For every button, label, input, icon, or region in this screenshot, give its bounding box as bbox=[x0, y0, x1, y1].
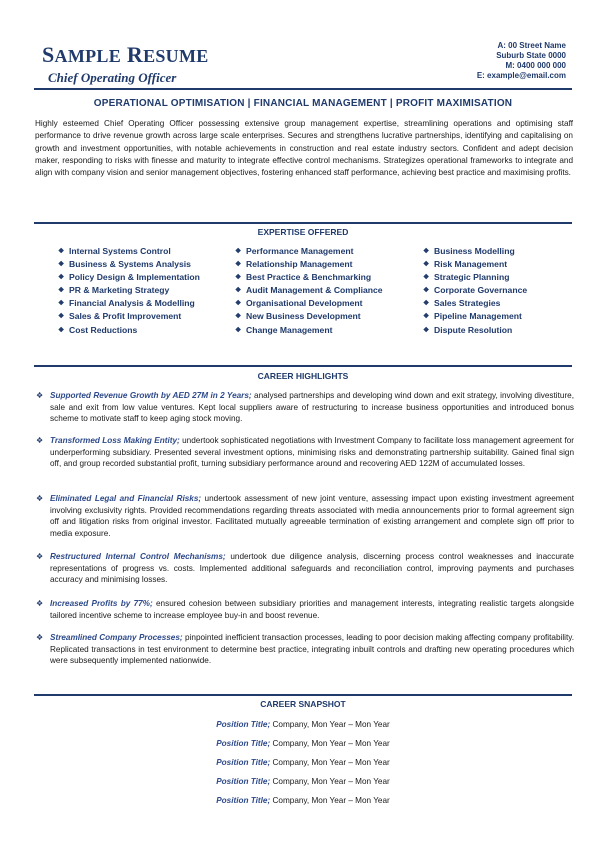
highlight-lead: Transformed Loss Making Entity; bbox=[50, 436, 180, 445]
diamond-bullet-icon: ❖ bbox=[423, 248, 430, 255]
highlight-lead: Supported Revenue Growth by AED 27M in 2 Years; bbox=[50, 391, 252, 400]
expertise-item bbox=[235, 245, 383, 258]
expertise-item bbox=[58, 310, 200, 323]
diamond-bullet-icon: ❖ bbox=[235, 313, 242, 321]
diamond-bullet-icon: ❖ bbox=[423, 274, 430, 282]
expertise-item bbox=[423, 271, 527, 284]
snapshot-position-title: Position Title; bbox=[216, 758, 271, 767]
expertise-item bbox=[58, 245, 200, 258]
diamond-bullet-icon: ❖ bbox=[58, 313, 65, 321]
expertise-item bbox=[235, 324, 383, 337]
diamond-bullet-icon: ❖ bbox=[58, 261, 65, 269]
diamond-bullet-icon: ❖ bbox=[235, 274, 242, 282]
contact-address: A: 00 Street Name bbox=[497, 41, 566, 50]
expertise-heading: EXPERTISE OFFERED bbox=[257, 227, 349, 237]
headline-banner: OPERATIONAL OPTIMISATION | FINANCIAL MANAGEMENT | PROFIT MAXIMISATION bbox=[93, 98, 513, 109]
expertise-item bbox=[423, 245, 527, 258]
contact-email: E: example@email.com bbox=[476, 71, 566, 80]
expertise-item-label: Policy Design & Implementation bbox=[69, 272, 200, 283]
expertise-item bbox=[235, 297, 383, 310]
expertise-item bbox=[58, 324, 200, 337]
highlight-item bbox=[36, 435, 574, 470]
expertise-item-label: Risk Management bbox=[434, 259, 508, 270]
expertise-item-label: Corporate Governance bbox=[434, 285, 528, 296]
highlight-item bbox=[36, 493, 574, 540]
snapshot-company-dates: Company, Mon Year – Mon Year bbox=[270, 720, 390, 729]
expertise-item-label: Audit Management & Compliance bbox=[246, 285, 383, 296]
expertise-item bbox=[423, 310, 527, 323]
highlight-text: undertook assessment of new joint venture, assessing impact upon existing investment agreement involving exclusivity rights. Provided recommendations regarding threats associated with media announcements prior to formal agreement sign off and litigation risks from original investor. Facilitated mutually agreeable termination of existing arrangement and complete sign off prior to media exposure. bbox=[50, 494, 574, 539]
highlight-text: analysed partnerships and developing wind down and exit strategy, involving divestiture, sale and exit from low value ventures. Kept local suppliers aware of restructuring to increase business opportunities and introduced bonus scheme to motivate staff to keep aging stock moving. bbox=[50, 391, 575, 424]
diamond-bullet-icon: ❖ bbox=[58, 274, 65, 282]
expertise-item-label: Strategic Planning bbox=[434, 272, 510, 283]
expertise-item-label: New Business Development bbox=[246, 311, 361, 322]
job-title: Chief Operating Officer bbox=[48, 70, 177, 85]
diamond-bullet-icon: ❖ bbox=[235, 326, 242, 334]
expertise-item bbox=[235, 310, 383, 323]
expertise-item-label: Financial Analysis & Modelling bbox=[69, 298, 195, 309]
highlight-lead: Streamlined Company Processes; bbox=[50, 633, 183, 642]
snapshot-position-title: Position Title; bbox=[216, 739, 271, 748]
diamond-bullet-icon: ❖ bbox=[58, 248, 65, 255]
diamond-bullet-icon: ❖ bbox=[235, 300, 242, 308]
expertise-item-label: Internal Systems Control bbox=[69, 246, 171, 256]
profile-summary: Highly esteemed Chief Operating Officer possessing extensive group management expertise, streamlining operations and optimising staff performance to drive revenue growth across large scale enterprises. Secures and strengthens lucrative partnerships, identifying and capitalising on growth and investment opportunities, with notable achievements in construction and real estate industry sectors. Confident and adept decision maker, responding to risks with finesse and maturity to integrate effective control mechanisms. Strategizes operational frameworks to integrate and align with company vision and senior management objectives, fostering enhanced staff performance, achieving best practice and maximising profits. bbox=[35, 119, 573, 178]
diamond-bullet-icon: ❖ bbox=[58, 287, 65, 295]
snapshot-position-title: Position Title; bbox=[216, 796, 271, 805]
summary-divider bbox=[34, 222, 572, 224]
diamond-bullet-icon: ❖ bbox=[58, 300, 65, 308]
snapshot-list bbox=[34, 715, 572, 810]
highlight-text: ensured cohesion between subsidiary priorities and management interests, integrating realistic targets alongside tailored incentive scheme to increase employee buy-in and boost revenue. bbox=[50, 599, 575, 620]
highlight-text: undertook sophisticated negotiations with Investment Company to facilitate loss management agreement for underperforming subsidiary. Presented several investment options, minimising risks and demonstrating partnership suitability. Gained final sign off, and group recorded substantial profit, turning subsidiary performance around and recovering AED 122M of accumulated losses. bbox=[50, 436, 574, 469]
highlight-text: undertook due diligence analysis, discerning process control weaknesses and inaccurate representations of progress vs. costs. Implemented additional safeguards and reconciliation control, improving payments and purchases accuracy and minimising losses. bbox=[50, 552, 574, 585]
highlight-lead: Restructured Internal Control Mechanisms; bbox=[50, 552, 226, 561]
expertise-item-label: Dispute Resolution bbox=[434, 324, 513, 335]
snapshot-company-dates: Company, Mon Year – Mon Year bbox=[270, 796, 390, 805]
expertise-item-label: Pipeline Management bbox=[434, 311, 522, 322]
snapshot-company-dates: Company, Mon Year – Mon Year bbox=[270, 777, 390, 786]
expertise-item-label: Best Practice & Benchmarking bbox=[246, 272, 372, 283]
highlights-divider bbox=[34, 694, 572, 696]
highlight-text: pinpointed inefficient transaction processes, leading to poor decision making affecting company profitability. Replicated transactions in test environment to determine best practice, integrating inbuilt controls and drafting new operating procedures which were subsequently implemented nationwide. bbox=[50, 633, 574, 666]
highlight-item bbox=[36, 551, 574, 586]
expertise-item-label: Business Modelling bbox=[434, 246, 515, 256]
contact-mobile: M: 0400 000 000 bbox=[505, 61, 566, 70]
expertise-item-label: Sales Strategies bbox=[434, 298, 501, 309]
expertise-item bbox=[58, 258, 200, 271]
highlight-lead: Increased Profits by 77%; bbox=[50, 599, 153, 608]
snapshot-heading: CAREER SNAPSHOT bbox=[260, 699, 346, 709]
snapshot-item bbox=[34, 791, 572, 810]
expertise-item bbox=[423, 284, 527, 297]
diamond-bullet-icon: ❖ bbox=[36, 599, 44, 608]
diamond-bullet-icon: ❖ bbox=[423, 326, 430, 334]
expertise-item bbox=[423, 324, 527, 337]
snapshot-item bbox=[34, 772, 572, 791]
diamond-bullet-icon: ❖ bbox=[36, 552, 44, 561]
expertise-item-label: Change Management bbox=[246, 324, 333, 335]
expertise-item bbox=[235, 284, 383, 297]
expertise-item bbox=[58, 284, 200, 297]
diamond-bullet-icon: ❖ bbox=[58, 326, 65, 334]
diamond-bullet-icon: ❖ bbox=[235, 248, 242, 255]
expertise-divider bbox=[34, 365, 572, 367]
highlights-heading: CAREER HIGHLIGHTS bbox=[257, 371, 349, 381]
header-divider bbox=[34, 88, 572, 90]
snapshot-position-title: Position Title; bbox=[216, 777, 271, 786]
diamond-bullet-icon: ❖ bbox=[235, 287, 242, 295]
diamond-bullet-icon: ❖ bbox=[36, 391, 44, 400]
diamond-bullet-icon: ❖ bbox=[36, 436, 44, 445]
expertise-item-label: Business & Systems Analysis bbox=[69, 259, 191, 270]
expertise-item bbox=[58, 297, 200, 310]
highlight-item bbox=[36, 390, 574, 425]
highlight-lead: Eliminated Legal and Financial Risks; bbox=[50, 494, 202, 503]
snapshot-company-dates: Company, Mon Year – Mon Year bbox=[270, 758, 390, 767]
expertise-item-label: Sales & Profit Improvement bbox=[69, 311, 182, 322]
snapshot-item bbox=[34, 753, 572, 772]
expertise-item bbox=[423, 297, 527, 310]
expertise-item-label: Organisational Development bbox=[246, 298, 363, 309]
snapshot-position-title: Position Title; bbox=[216, 720, 271, 729]
diamond-bullet-icon: ❖ bbox=[423, 287, 430, 295]
expertise-item-label: Relationship Management bbox=[246, 259, 353, 270]
expertise-column-3 bbox=[423, 245, 527, 337]
expertise-column-2 bbox=[235, 245, 383, 337]
expertise-item bbox=[423, 258, 527, 271]
expertise-column-1 bbox=[58, 245, 200, 337]
diamond-bullet-icon: ❖ bbox=[423, 300, 430, 308]
contact-block bbox=[477, 41, 566, 81]
expertise-item bbox=[58, 271, 200, 284]
diamond-bullet-icon: ❖ bbox=[36, 633, 44, 642]
highlight-item bbox=[36, 598, 574, 621]
expertise-item bbox=[235, 258, 383, 271]
diamond-bullet-icon: ❖ bbox=[423, 313, 430, 321]
diamond-bullet-icon: ❖ bbox=[36, 494, 44, 503]
diamond-bullet-icon: ❖ bbox=[235, 261, 242, 269]
snapshot-company-dates: Company, Mon Year – Mon Year bbox=[270, 739, 390, 748]
contact-suburb: Suburb State 0000 bbox=[496, 51, 566, 60]
highlight-item bbox=[36, 632, 574, 667]
resume-name: SAMPLE RESUME bbox=[42, 42, 209, 67]
diamond-bullet-icon: ❖ bbox=[423, 261, 430, 269]
expertise-item-label: PR & Marketing Strategy bbox=[69, 285, 170, 296]
expertise-item bbox=[235, 271, 383, 284]
snapshot-item bbox=[34, 734, 572, 753]
snapshot-item bbox=[34, 715, 572, 734]
expertise-item-label: Performance Management bbox=[246, 246, 354, 256]
expertise-item-label: Cost Reductions bbox=[69, 324, 138, 335]
